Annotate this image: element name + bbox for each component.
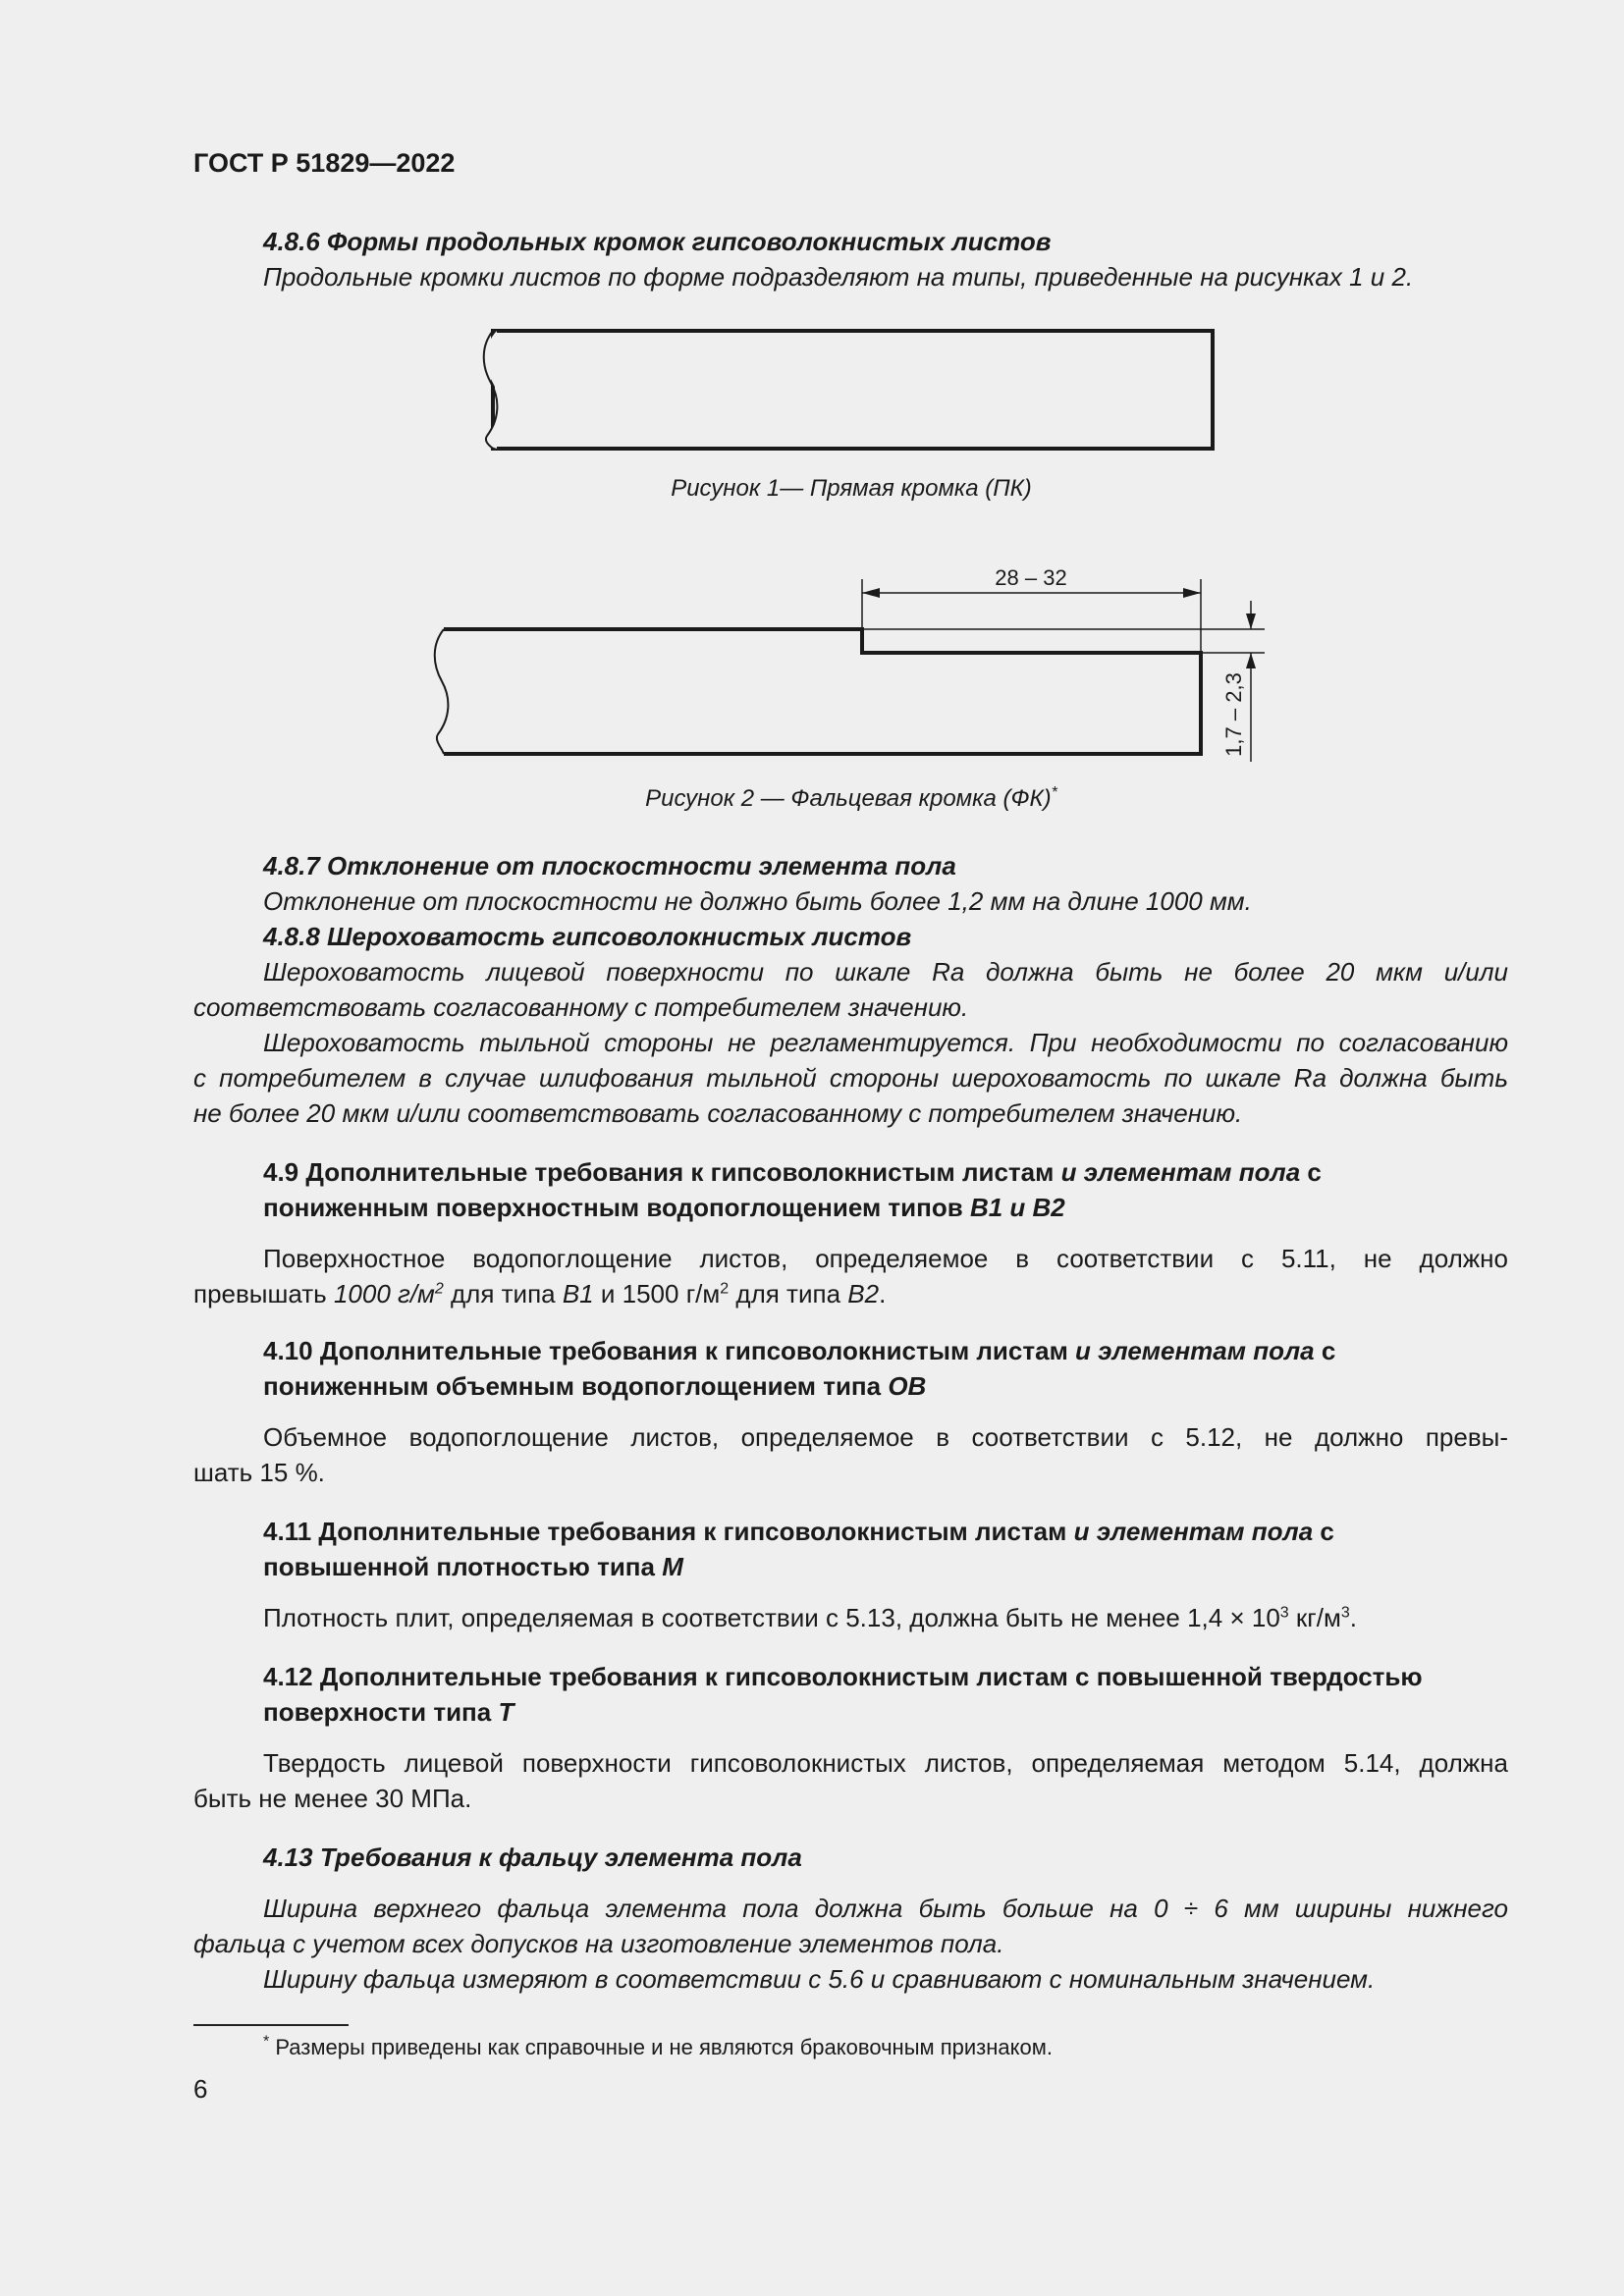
section-4-9-title-line1: 4.9 Дополнительные требования к гипсоволокнистым листам и элементам пола с (263, 1157, 1322, 1187)
section-4-11-text: Плотность плит, определяемая в соответствии с 5.13, должна быть не менее $1,4 \times 10^3$ $кг/м^3$. (263, 1603, 1358, 1632)
section-4-9-text-line2: превышать 1000 $г/м^2$ для типа B1 и 1500 $г/м^2$ для типа B2. (193, 1279, 887, 1308)
section-4-11-title-line2: повышенной плотностью типа M (263, 1552, 683, 1581)
section-4-8-7-text: Отклонение от плоскостности не должно быть более 1,2 мм на длине 1000 мм. (263, 886, 1252, 916)
figure-2-caption: Рисунок 2 — Фальцевая кромка (ФК)* (645, 784, 1057, 812)
section-4-8-8-p2-line2: с потребителем в случае шлифования тыльной стороны шероховатость по шкале Ra должна быть (193, 1063, 1508, 1093)
footnote: * Размеры приведены как справочные и не являются браковочным признаком. (263, 2033, 1053, 2059)
section-4-8-8-p1-line1: Шероховатость лицевой поверхности по шкале Ra должна быть не более 20 мкм и/или (263, 957, 1508, 987)
section-4-8-8-p2-line1: Шероховатость тыльной стороны не регламентируется. При необходимости по согласованию (263, 1028, 1508, 1057)
section-4-8-8-p2-line3: не более 20 мкм и/или соответствовать согласованному с потребителем значению. (193, 1098, 1243, 1128)
section-4-8-8-title: 4.8.8 Шероховатость гипсоволокнистых листов (263, 922, 912, 951)
section-4-8-6-text: Продольные кромки листов по форме подразделяют на типы, приведенные на рисунках 1 и 2. (263, 262, 1414, 292)
figure-1-caption: Рисунок 1— Прямая кромка (ПК) (671, 475, 1032, 502)
section-4-10-title-line2: пониженным объемным водопоглощением типа OB (263, 1371, 927, 1401)
section-4-12-title-line2: поверхности типа T (263, 1697, 514, 1727)
section-4-13-text-line1: Ширина верхнего фальца элемента пола должна быть больше на 0 ÷ 6 мм ширины нижнего (263, 1894, 1508, 1923)
dimension-depth-label: 1,7 – 2,3 (1221, 672, 1246, 757)
dimension-width-label: 28 – 32 (995, 565, 1067, 590)
section-4-12-text-line1: Твердость лицевой поверхности гипсоволокнистых листов, определяемая методом 5.14, должна (263, 1748, 1508, 1778)
section-4-10-text-line2: шать 15 %. (193, 1458, 325, 1487)
section-4-12-text-line2: быть не менее 30 МПа. (193, 1784, 472, 1813)
section-4-10-text-line1: Объемное водопоглощение листов, определяемое в соответствии с 5.12, не должно превы- (263, 1422, 1508, 1452)
section-4-8-8-p1-line2: соответствовать согласованному с потребителем значению. (193, 992, 969, 1022)
document-number: ГОСТ Р 51829—2022 (193, 148, 456, 178)
section-4-13-text-line3: Ширину фальца измеряют в соответствии с 5.6 и сравнивают с номинальным значением. (263, 1964, 1376, 1994)
section-4-9-text-line1: Поверхностное водопоглощение листов, определяемое в соответствии с 5.11, не должно (263, 1244, 1508, 1273)
section-4-8-6-title: 4.8.6 Формы продольных кромок гипсоволокнистых листов (263, 227, 1052, 256)
section-4-10-title-line1: 4.10 Дополнительные требования к гипсоволокнистым листам и элементам пола с (263, 1336, 1336, 1365)
section-4-8-7-title: 4.8.7 Отклонение от плоскостности элемента пола (263, 851, 956, 881)
section-4-11-title-line1: 4.11 Дополнительные требования к гипсоволокнистым листам и элементам пола с (263, 1517, 1334, 1546)
section-4-9-title-line2: пониженным поверхностным водопоглощением типов B1 и B2 (263, 1193, 1065, 1222)
section-4-12-title-line1: 4.12 Дополнительные требования к гипсоволокнистым листам с повышенной твердостью (263, 1662, 1423, 1691)
page-number: 6 (193, 2074, 208, 2104)
section-4-13-text-line2: фальца с учетом всех допусков на изготовление элементов пола. (193, 1929, 1004, 1958)
section-4-13-title: 4.13 Требования к фальцу элемента пола (263, 1842, 802, 1872)
footnote-separator (193, 2024, 349, 2026)
